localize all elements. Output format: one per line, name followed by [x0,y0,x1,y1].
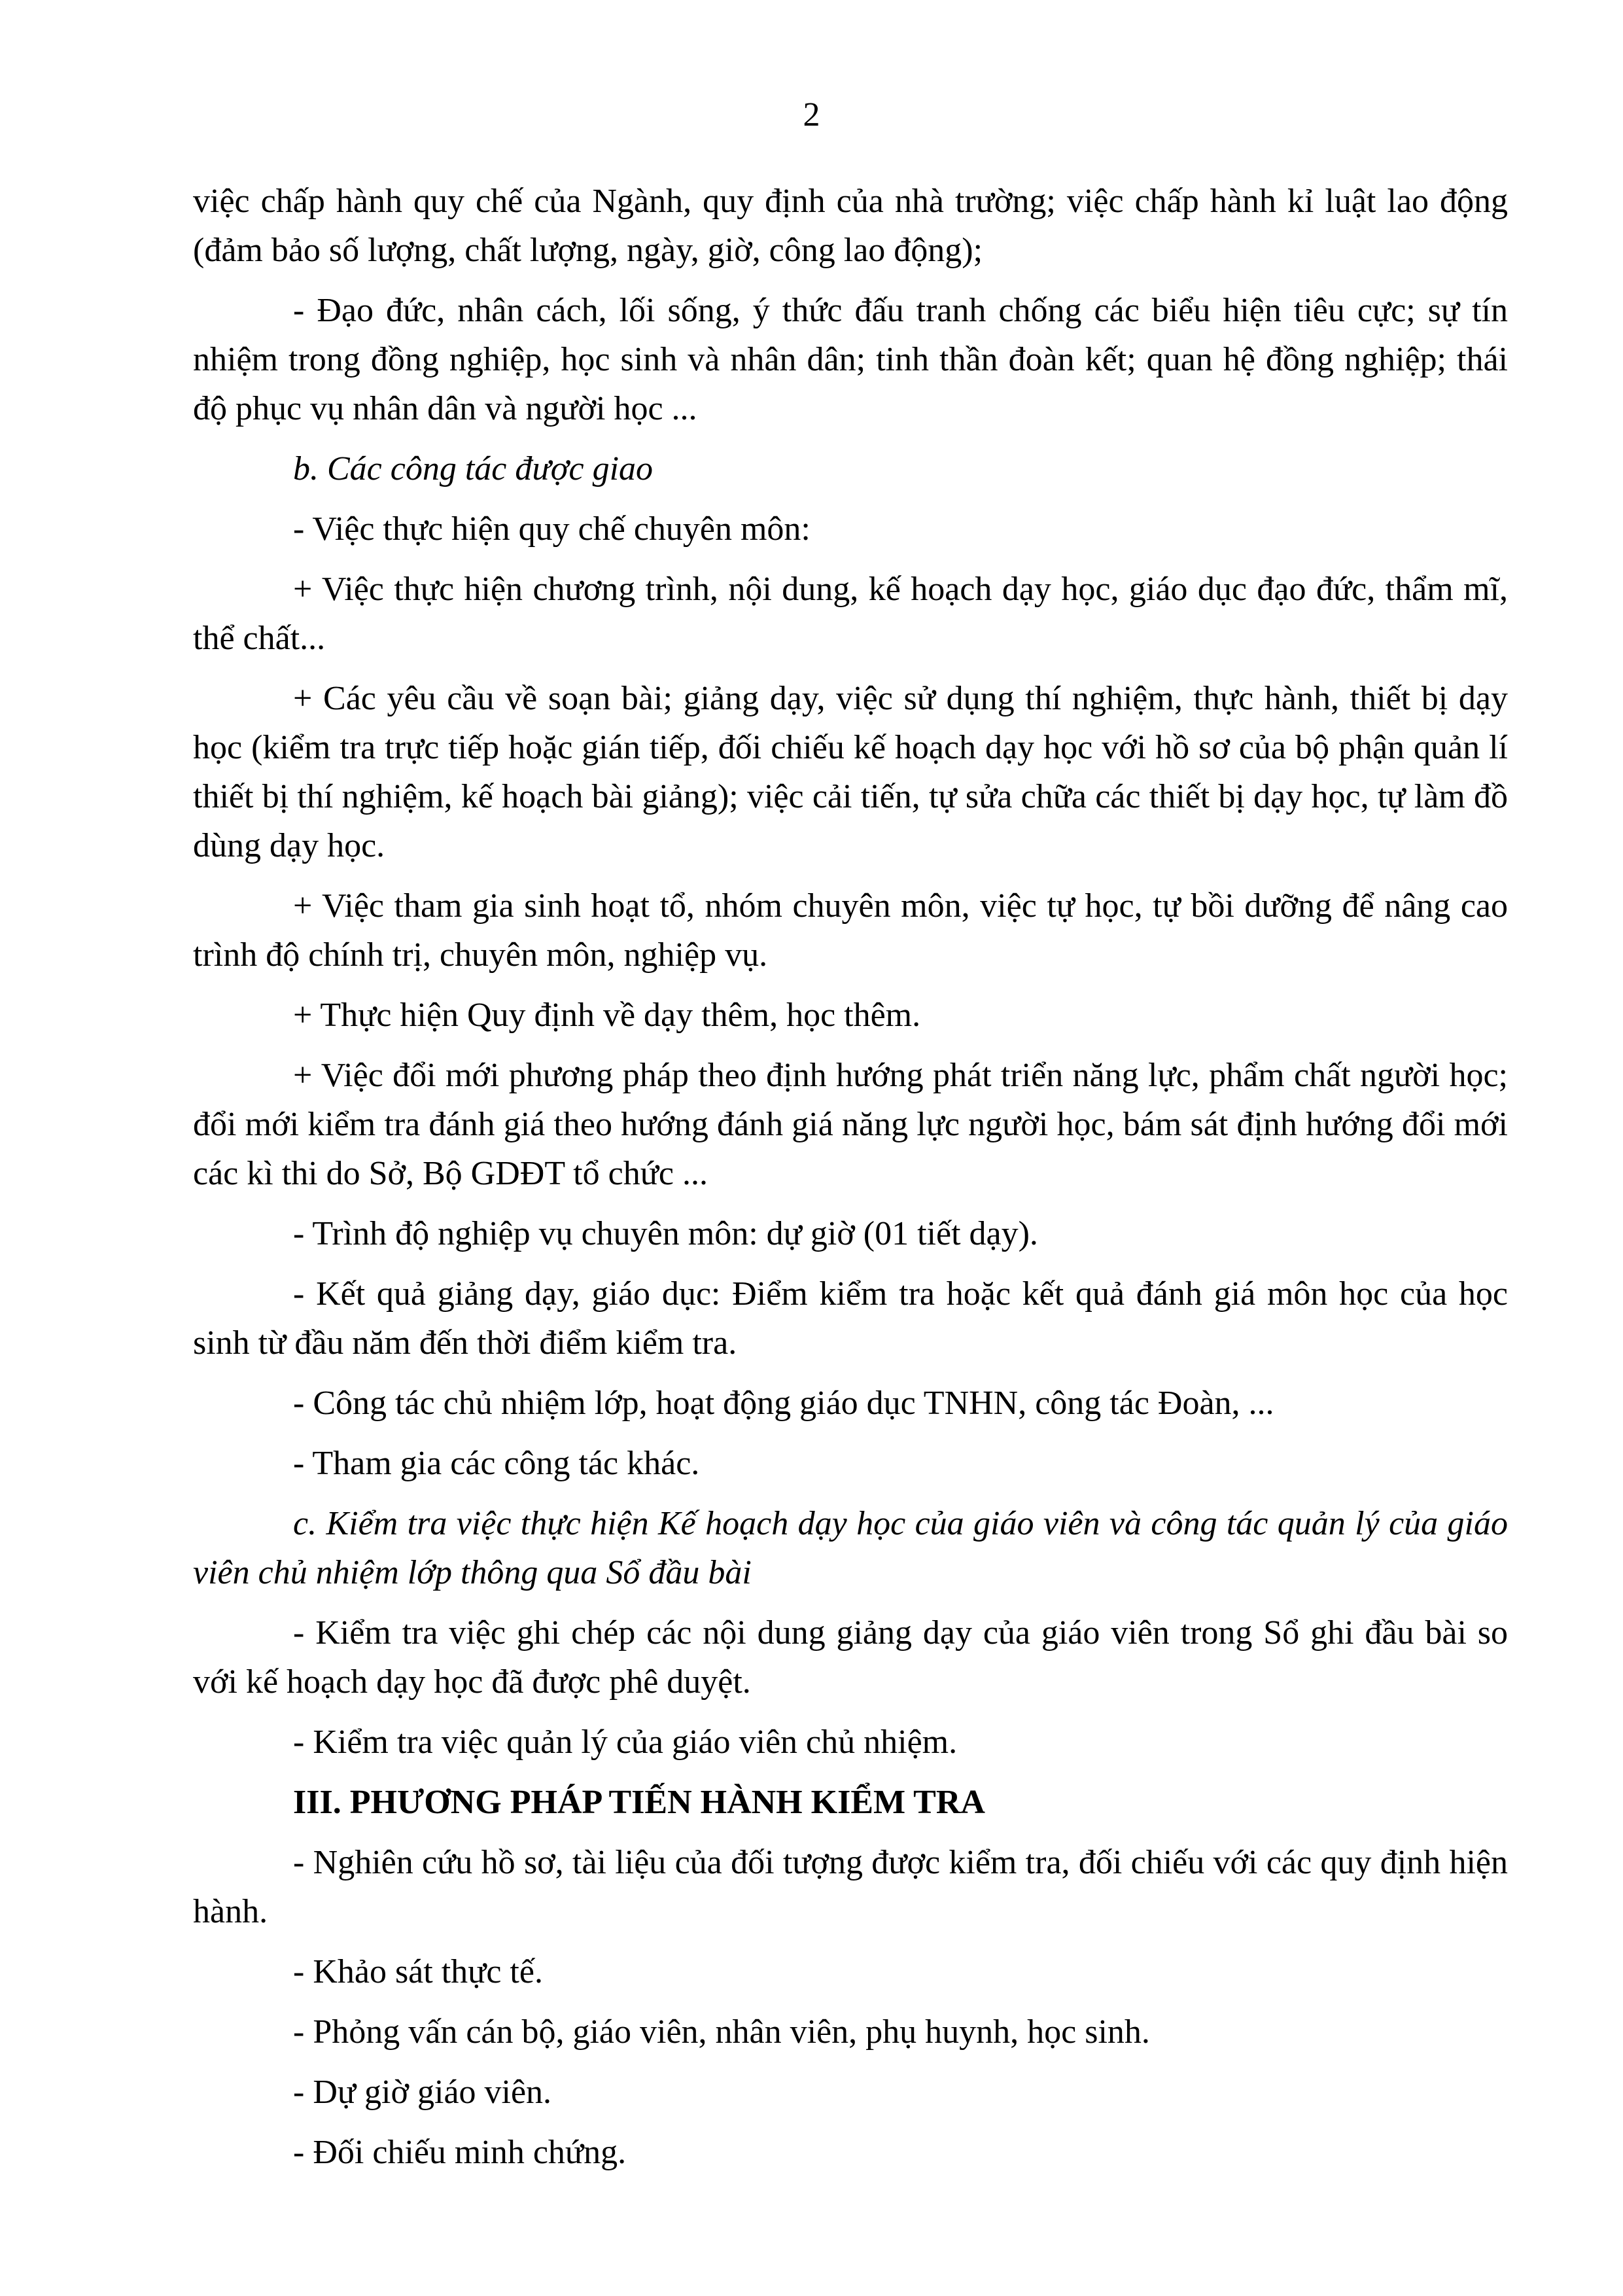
document-body [193,177,1508,2177]
paragraph-professional-regulations: - Việc thực hiện quy chế chuyên môn: [293,510,811,548]
section-heading-methods: III. PHƯƠNG PHÁP TIẾN HÀNH KIỂM TRA [293,1784,985,1821]
paragraph-check-homeroom: - Kiểm tra việc quản lý của giáo viên chủ nhiệm. [293,1723,958,1761]
paragraph-group-activities: + Việc tham gia sinh hoạt tổ, nhóm chuyên môn, việc tự học, tự bồi dưỡng để nâng cao trình độ chính trị, chuyên môn, nghiệp vụ. [193,887,1508,974]
paragraph-method-innovation: + Việc đổi mới phương pháp theo định hướng phát triển năng lực, phẩm chất người học; đổi mới kiểm tra đánh giá theo hướng đánh giá năng lực người học, bám sát định hướng đổi mới các kì thi do Sở, Bộ GDĐT tổ chức ... [193,1057,1508,1192]
paragraph-program-implementation: + Việc thực hiện chương trình, nội dung, kế hoạch dạy học, giáo dục đạo đức, thẩm mĩ, thể chất... [193,571,1508,657]
paragraph-evidence-comparison: - Đối chiếu minh chứng. [293,2134,627,2171]
paragraph-ethics: - Đạo đức, nhân cách, lối sống, ý thức đấu tranh chống các biểu hiện tiêu cực; sự tín nhiệm trong đồng nghiệp, học sinh và nhân dân; tinh thần đoàn kết; quan hệ đồng nghiệp; thái độ phục vụ nhân dân và người học ... [193,292,1508,427]
paragraph-study-documents: - Nghiên cứu hồ sơ, tài liệu của đối tượng được kiểm tra, đối chiếu với các quy định hiện hành. [193,1844,1508,1930]
paragraph-check-records: - Kiểm tra việc ghi chép các nội dung giảng dạy của giáo viên trong Sổ ghi đầu bài so với kế hoạch dạy học đã được phê duyệt. [193,1614,1508,1701]
paragraph-lesson-requirements: + Các yêu cầu về soạn bài; giảng dạy, việc sử dụng thí nghiệm, thực hành, thiết bị dạy học (kiểm tra trực tiếp hoặc gián tiếp, đối chiếu kế hoạch dạy học với hồ sơ của bộ phận quản lí thiết bị thí nghiệm, kế hoạch bài giảng); việc cải tiến, tự sửa chữa các thiết bị dạy học, tự làm đồ dùng dạy học. [193,680,1508,864]
paragraph-labor-discipline: việc chấp hành quy chế của Ngành, quy định của nhà trường; việc chấp hành kỉ luật lao động (đảm bảo số lượng, chất lượng, ngày, giờ, công lao động); [193,183,1508,269]
paragraph-professional-level: - Trình độ nghiệp vụ chuyên môn: dự giờ (01 tiết dạy). [293,1215,1038,1252]
paragraph-extra-classes: + Thực hiện Quy định về dạy thêm, học thêm. [293,997,921,1034]
paragraph-homeroom-work: - Công tác chủ nhiệm lớp, hoạt động giáo dục TNHN, công tác Đoàn, ... [293,1385,1274,1422]
subheading-lesson-book-check: c. Kiểm tra việc thực hiện Kế hoạch dạy học của giáo viên và công tác quản lý của giáo viên chủ nhiệm lớp thông qua Sổ đầu bài [193,1505,1508,1591]
paragraph-field-survey: - Khảo sát thực tế. [293,1953,543,1990]
paragraph-interviews: - Phỏng vấn cán bộ, giáo viên, nhân viên, phụ huynh, học sinh. [293,2013,1150,2051]
paragraph-class-observation: - Dự giờ giáo viên. [293,2074,552,2111]
paragraph-teaching-results: - Kết quả giảng dạy, giáo dục: Điểm kiểm tra hoặc kết quả đánh giá môn học của học sinh từ đầu năm đến thời điểm kiểm tra. [193,1275,1508,1362]
page-number: 2 [803,96,820,133]
paragraph-other-work: - Tham gia các công tác khác. [293,1445,700,1482]
subheading-assigned-tasks: b. Các công tác được giao [293,450,654,487]
